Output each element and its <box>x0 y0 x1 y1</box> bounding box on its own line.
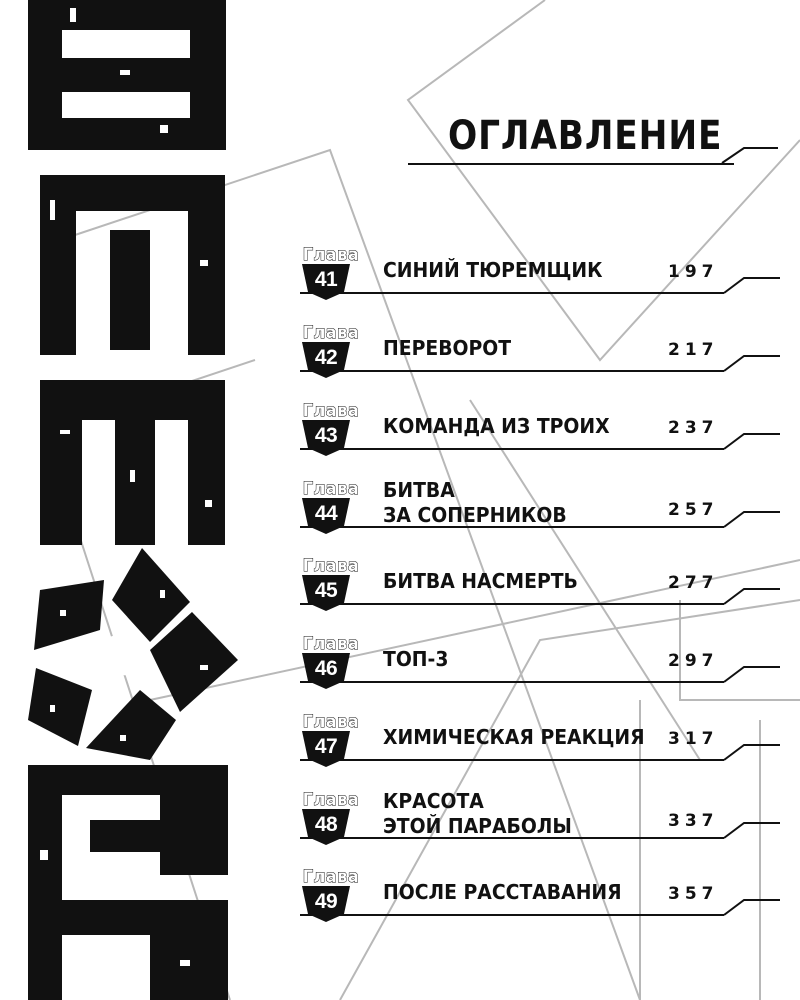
chapter-title-line: СИНИЙ ТЮРЕМЩИК <box>383 258 603 282</box>
chapter-underline <box>300 837 724 839</box>
chapter-badge-word: Глава <box>302 712 360 732</box>
chapter-underline-tail <box>722 892 782 916</box>
toc-title: ОГЛАВЛЕНИЕ <box>448 113 723 159</box>
chapter-title <box>383 414 610 439</box>
chapter-page-number: 257 <box>668 500 719 520</box>
chapter-underline <box>300 603 724 605</box>
chapter-title-line: КРАСОТА <box>383 789 484 813</box>
chapter-title-line: ЗА СОПЕРНИКОВ <box>383 503 567 527</box>
chapter-row <box>0 322 800 396</box>
chapter-number: 46 <box>314 657 338 680</box>
chapter-number: 48 <box>314 813 338 836</box>
chapter-row <box>0 244 800 318</box>
chapter-badge <box>298 478 364 538</box>
chapter-title <box>383 725 645 750</box>
chapter-underline <box>300 914 724 916</box>
chapter-underline-tail <box>722 737 782 761</box>
chapter-row <box>0 633 800 707</box>
chapter-underline-tail <box>722 270 782 294</box>
chapter-row <box>0 400 800 474</box>
chapter-underline-tail <box>722 659 782 683</box>
chapter-underline-tail <box>722 815 782 839</box>
chapter-title-line: ХИМИЧЕСКАЯ РЕАКЦИЯ <box>383 725 645 749</box>
chapter-number: 43 <box>314 424 338 447</box>
chapter-number: 47 <box>314 735 338 758</box>
chapter-badge <box>298 400 364 460</box>
chapter-badge-word: Глава <box>302 245 360 265</box>
chapter-badge <box>298 322 364 382</box>
chapter-underline <box>300 681 724 683</box>
chapter-badge <box>298 789 364 849</box>
chapter-page-number: 357 <box>668 884 719 904</box>
chapter-row <box>0 478 800 552</box>
chapter-underline-tail <box>722 348 782 372</box>
chapter-badge <box>298 244 364 304</box>
chapter-row <box>0 789 800 863</box>
chapter-row <box>0 866 800 940</box>
chapter-underline-tail <box>722 581 782 605</box>
chapter-title-line: БИТВА <box>383 478 455 502</box>
chapter-title-line: КОМАНДА ИЗ ТРОИХ <box>383 414 610 438</box>
chapter-underline <box>300 526 724 528</box>
chapter-title <box>383 258 603 283</box>
chapter-badge <box>298 555 364 615</box>
chapter-underline <box>300 448 724 450</box>
chapter-page-number: 337 <box>668 811 719 831</box>
chapter-badge <box>298 866 364 926</box>
chapter-page-number: 217 <box>668 340 719 360</box>
chapter-badge-word: Глава <box>302 479 360 499</box>
chapter-page-number: 237 <box>668 418 719 438</box>
chapter-row <box>0 711 800 785</box>
chapter-badge-word: Глава <box>302 790 360 810</box>
chapter-number: 41 <box>314 268 338 291</box>
chapter-underline-tail <box>722 426 782 450</box>
chapter-title-line: БИТВА НАСМЕРТЬ <box>383 569 578 593</box>
title-underline <box>408 163 734 165</box>
chapter-title <box>383 647 448 672</box>
chapter-badge-word: Глава <box>302 867 360 887</box>
chapter-badge-word: Глава <box>302 634 360 654</box>
chapter-row <box>0 555 800 629</box>
chapter-page-number: 277 <box>668 573 719 593</box>
chapter-title-line: ТОП-3 <box>383 647 449 671</box>
chapter-underline <box>300 759 724 761</box>
chapter-badge-word: Глава <box>302 556 360 576</box>
chapter-underline-tail <box>722 504 782 528</box>
chapter-title <box>383 336 511 361</box>
chapter-title <box>383 478 567 528</box>
chapter-badge-word: Глава <box>302 323 360 343</box>
chapter-number: 49 <box>314 890 338 913</box>
chapter-number: 44 <box>314 502 338 525</box>
chapter-badge <box>298 711 364 771</box>
chapter-number: 42 <box>314 346 338 369</box>
chapter-badge-word: Глава <box>302 401 360 421</box>
chapter-title <box>383 789 572 839</box>
chapter-underline <box>300 370 724 372</box>
chapter-number: 45 <box>314 579 338 602</box>
chapter-page-number: 197 <box>668 262 719 282</box>
chapter-title-line: ПОСЛЕ РАССТАВАНИЯ <box>383 880 622 904</box>
title-underline-tail <box>720 140 780 170</box>
chapter-underline <box>300 292 724 294</box>
chapter-title-line: ПЕРЕВОРОТ <box>383 336 512 360</box>
chapter-title <box>383 569 578 594</box>
chapter-page-number: 317 <box>668 729 719 749</box>
chapter-title <box>383 880 622 905</box>
chapter-page-number: 297 <box>668 651 719 671</box>
chapter-title-line: ЭТОЙ ПАРАБОЛЫ <box>383 814 572 838</box>
chapter-badge <box>298 633 364 693</box>
